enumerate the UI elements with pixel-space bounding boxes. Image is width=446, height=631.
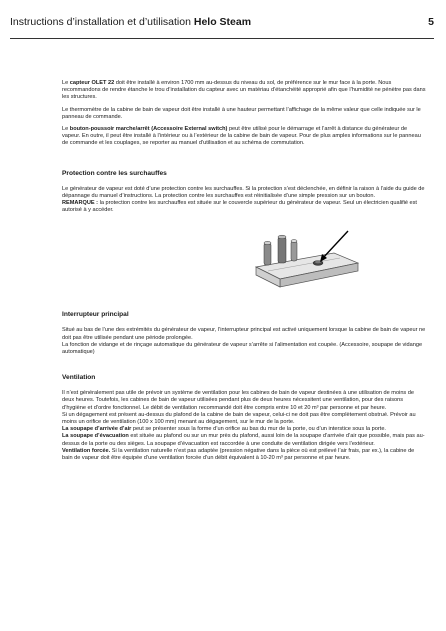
intro-sensor-paragraph: Le capteur OLET 22 doit être installé à environ 1700 mm au-dessus du niveau du sol, de préférence sur le mur face à la porte. Nous recommandons de rendre étanche le trou d’installation du capteur avec un matériau d’étanchéité approprié afin que l’humidité ne pénètre pas dans les structures.	[62, 80, 426, 101]
header-title-regular: Instructions d’installation et d’utilisation	[10, 16, 194, 28]
figure-area	[62, 219, 426, 307]
main-switch-drain-paragraph: La fonction de vidange et de rinçage automatique du générateur de vapeur s’arrête si l’alimentation est coupée. (Accessoire, soupape de vidange automatique)	[62, 341, 423, 356]
ventilation-paragraph-ceiling: Si un dégagement est présent au-dessus du plafond de la cabine de bain de vapeur, celui-ci ne doit pas être complètement obstrué. Prévoir au moins un orifice de ventilation (100 x 100 mm) menant au dégagement, sur le mur de la porte.	[62, 411, 416, 426]
page-content	[62, 80, 426, 467]
intro-switch-paragraph: Le bouton-poussoir marche/arrêt (Accessoire External switch) peut être utilisé pour le démarrage et l’arrêt à distance du générateur de vapeur. En outre, il peut être installé à l’intérieur ou à l’extérieur de la cabine de bain de vapeur. Pour de plus amples informations sur le panneau de commande et les couplages, se reporter au manuel d’utilisation et au schéma de commutation.	[62, 126, 421, 147]
header-title-product: Helo Steam	[193, 16, 252, 28]
ventilation-heading: Ventilation	[62, 374, 96, 382]
page-header	[10, 12, 434, 39]
protection-remark: REMARQUE : la protection contre les surchauffes est située sur le couvercle supérieur du générateur de vapeur. Seul un électricien qualifié est autorisé à y accéder.	[62, 200, 417, 214]
ventilation-paragraph-forced: Ventilation forcée. Si la ventilation naturelle n’est pas adaptée (pression négative dans la pièce où est prélevé l’air frais, par ex.), la cabine de bain de vapeur doit être équipée d’une ventilation forcée d’un débit équivalent à 10-20 m³ par personne et par heure.	[62, 447, 415, 462]
header-title	[10, 16, 251, 28]
intro-thermometer-paragraph: Le thermomètre de la cabine de bain de vapeur doit être installé à une hauteur permettant l’affichage de la même valeur que celle indiquée sur le panneau de commande.	[62, 106, 421, 120]
protection-paragraph: Le générateur de vapeur est doté d’une protection contre les surchauffes. Si la protection s’est déclenchée, en définir la raison à l’aide du guide de dépannage du manuel d’instructions. La protection contre les surchauffes est réinitialisée d’une simple pression sur un bouton.	[62, 185, 425, 199]
steam-generator-overheat-reset-illustration	[248, 223, 360, 293]
main-switch-heading: Interrupteur principal	[62, 311, 129, 319]
protection-heading: Protection contre les surchauffes	[62, 169, 167, 177]
page-number: 5	[428, 16, 434, 28]
ventilation-paragraph-exhaust: La soupape d’évacuation est située au plafond ou sur un mur près du plafond, aussi loin de la soupape d’arrivée d’air que possible, mais pas au-dessus de la porte ou des sièges. La soupape d’évacuation est raccordée à une conduite de ventilation dirigée vers l’extérieur.	[62, 433, 425, 447]
ventilation-paragraph-inlet: La soupape d’arrivée d’air peut se présenter sous la forme d’un orifice au bas du mur de la porte, ou d’un interstice sous la porte.	[62, 426, 386, 433]
main-switch-paragraph: Situé au bas de l’une des extrémités du générateur de vapeur, l’interrupteur principal est activé uniquement lorsque la cabine de bain de vapeur ne doit pas être utilisée pendant une période prolongée.	[62, 327, 426, 341]
ventilation-paragraph-general: Il n’est généralement pas utile de prévoir un système de ventilation pour les cabines de bain de vapeur destinées à une utilisation de moins de deux heures. Toutefois, les cabines de bain de vapeur utilisées pendant plus de deux heures nécessitent une ventilation, pour des raisons d’hygiène et d’ordre fonctionnel. Le débit de ventilation recommandé doit être compris entre 10 et 20 m³ par personne et par heure.	[62, 390, 415, 411]
